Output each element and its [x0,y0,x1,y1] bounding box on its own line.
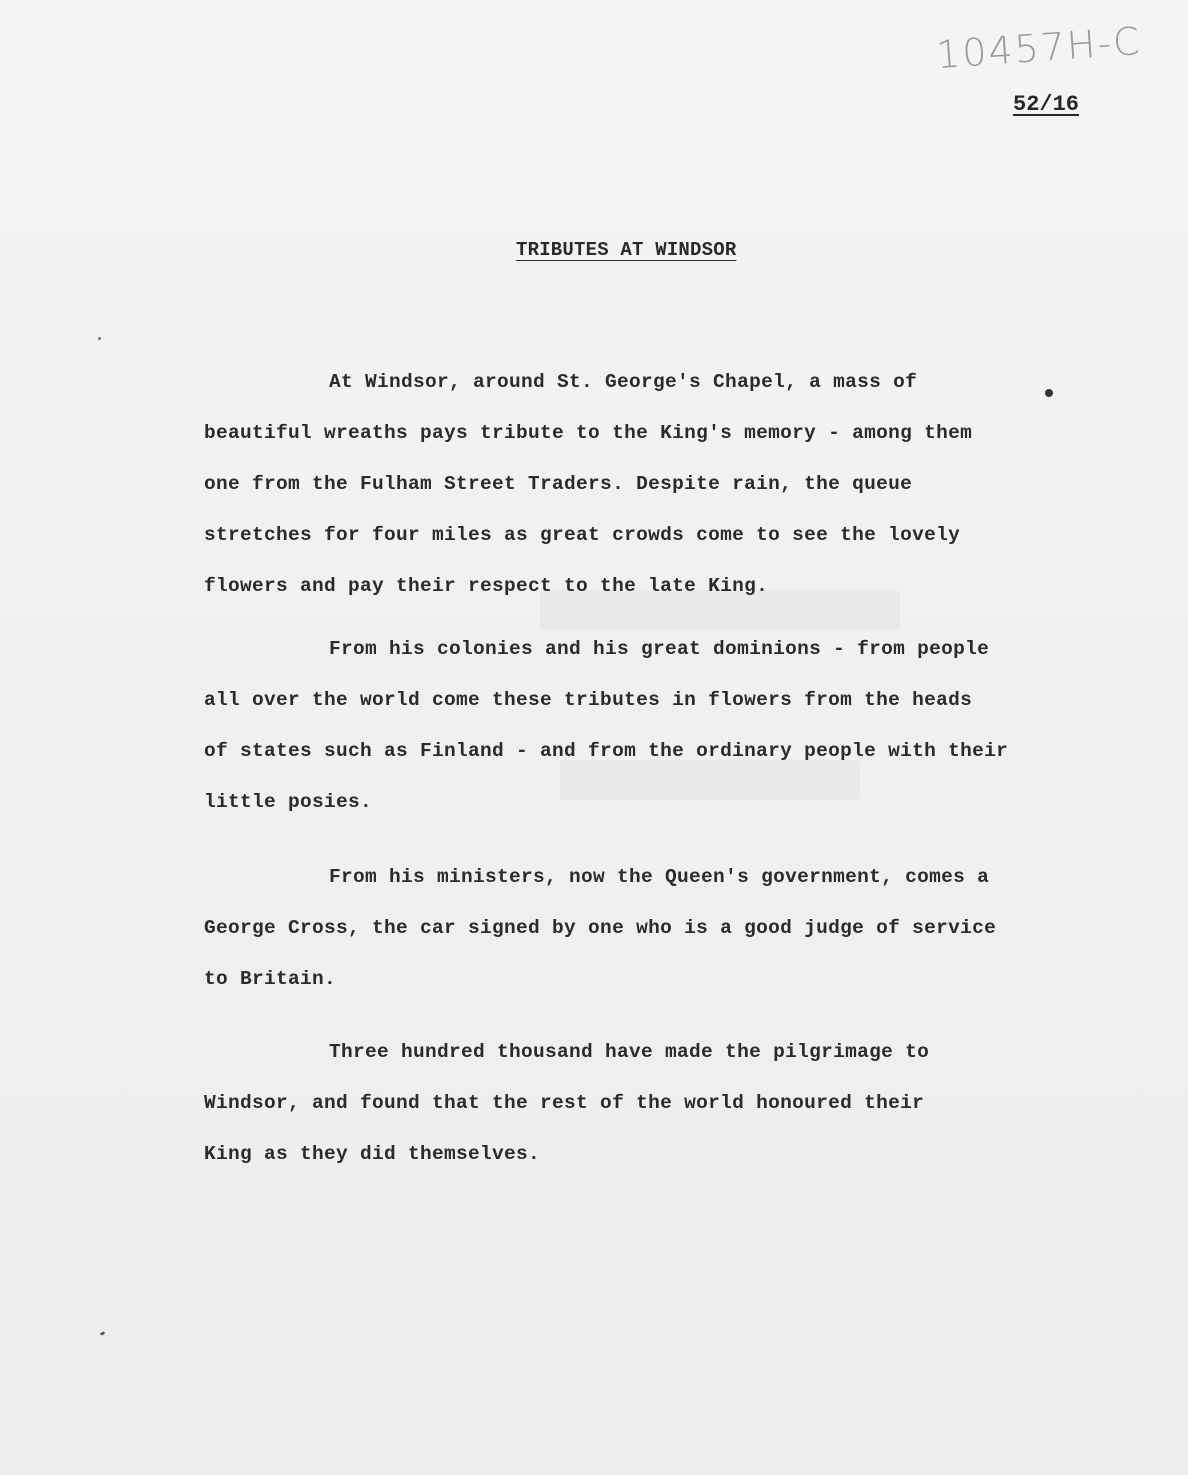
text-line: From his colonies and his great dominions - from people [329,638,990,660]
text-line: From his ministers, now the Queen's government, comes a [329,866,990,888]
paragraph-3 [204,852,1064,1005]
ink-speck [98,337,101,340]
text-line: to Britain. [204,968,337,990]
text-line: one from the Fulham Street Traders. Despite rain, the queue [204,473,913,495]
text-line: flowers and pay their respect to the late King. [204,575,769,597]
ink-speck [100,1331,106,1336]
paragraph-2 [204,624,1064,828]
text-line: King as they did themselves. [204,1143,541,1165]
text-line: At Windsor, around St. George's Chapel, a mass of [329,371,918,393]
paragraph-4 [204,1027,1064,1180]
paragraph-1 [204,357,1064,612]
text-line: stretches for four miles as great crowds come to see the lovely [204,524,961,546]
page-number: 52/16 [1013,92,1080,117]
text-line: all over the world come these tributes in flowers from the heads [204,689,973,711]
text-line: of states such as Finland - and from the ordinary people with their [204,740,1009,762]
document-title: TRIBUTES AT WINDSOR [516,239,737,261]
text-line: Three hundred thousand have made the pilgrimage to [329,1041,930,1063]
handwritten-reference-number: 10457H-C [934,18,1143,78]
text-line: beautiful wreaths pays tribute to the King's memory - among them [204,422,973,444]
text-line: little posies. [204,791,373,813]
ink-speck [1045,389,1053,397]
text-line: George Cross, the car signed by one who is a good judge of service [204,917,997,939]
text-line: Windsor, and found that the rest of the world honoured their [204,1092,925,1114]
